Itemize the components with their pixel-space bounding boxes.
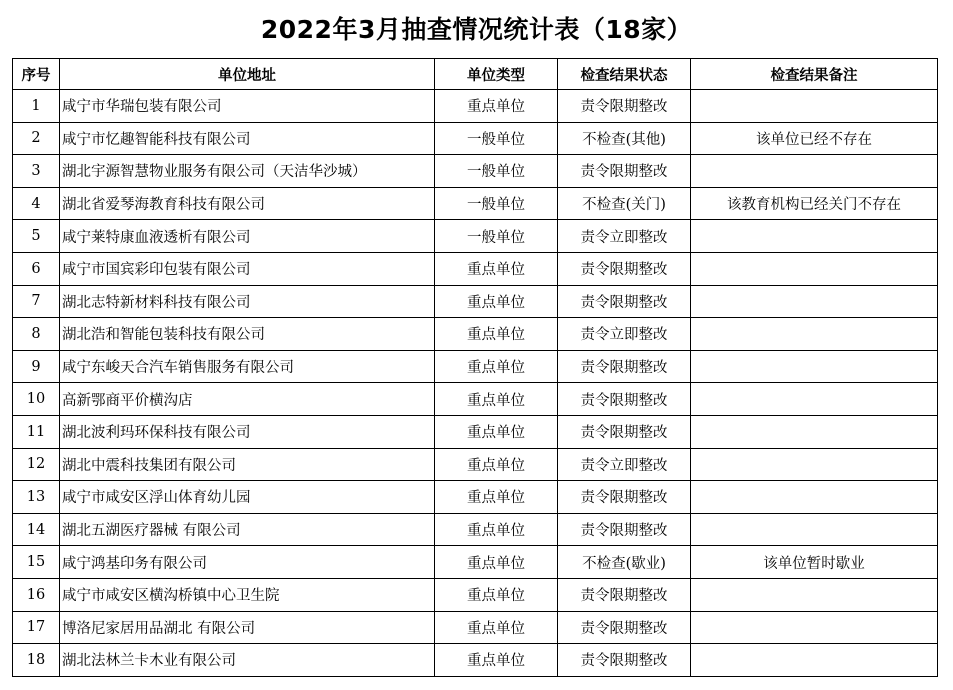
cell-seq: 6	[13, 252, 60, 285]
header-seq: 序号	[13, 59, 60, 90]
cell-name: 湖北法林兰卡木业有限公司	[60, 644, 435, 677]
cell-note	[691, 578, 938, 611]
cell-type: 一般单位	[435, 155, 558, 188]
cell-seq: 9	[13, 350, 60, 383]
cell-name: 湖北中震科技集团有限公司	[60, 448, 435, 481]
cell-seq: 5	[13, 220, 60, 253]
cell-type: 重点单位	[435, 513, 558, 546]
cell-type: 一般单位	[435, 220, 558, 253]
cell-name: 湖北省爱琴海教育科技有限公司	[60, 187, 435, 220]
cell-seq: 8	[13, 318, 60, 351]
cell-status: 责令限期整改	[558, 252, 691, 285]
table-body	[13, 90, 938, 677]
cell-seq: 10	[13, 383, 60, 416]
cell-status: 责令立即整改	[558, 448, 691, 481]
cell-note	[691, 220, 938, 253]
inspection-table	[12, 58, 938, 677]
cell-status: 责令限期整改	[558, 611, 691, 644]
cell-type: 重点单位	[435, 546, 558, 579]
cell-name: 湖北波利玛环保科技有限公司	[60, 415, 435, 448]
cell-status: 责令限期整改	[558, 513, 691, 546]
table-row	[13, 383, 938, 416]
cell-type: 重点单位	[435, 481, 558, 514]
table-row	[13, 285, 938, 318]
cell-status: 责令限期整改	[558, 415, 691, 448]
cell-seq: 1	[13, 90, 60, 123]
cell-note	[691, 481, 938, 514]
cell-note	[691, 318, 938, 351]
cell-type: 一般单位	[435, 122, 558, 155]
cell-name: 湖北志特新材料科技有限公司	[60, 285, 435, 318]
cell-status: 责令限期整改	[558, 90, 691, 123]
table-row	[13, 187, 938, 220]
cell-name: 咸宁市咸安区横沟桥镇中心卫生院	[60, 578, 435, 611]
cell-name: 咸宁市华瑞包装有限公司	[60, 90, 435, 123]
cell-seq: 4	[13, 187, 60, 220]
cell-status: 不检查(歇业)	[558, 546, 691, 579]
cell-status: 责令立即整改	[558, 220, 691, 253]
cell-note	[691, 285, 938, 318]
cell-note	[691, 513, 938, 546]
table-row	[13, 644, 938, 677]
cell-status: 责令限期整改	[558, 285, 691, 318]
cell-note	[691, 415, 938, 448]
cell-status: 责令立即整改	[558, 318, 691, 351]
cell-type: 重点单位	[435, 383, 558, 416]
cell-status: 不检查(关门)	[558, 187, 691, 220]
table-row	[13, 155, 938, 188]
table-row	[13, 546, 938, 579]
cell-name: 湖北浩和智能包装科技有限公司	[60, 318, 435, 351]
cell-seq: 12	[13, 448, 60, 481]
table-row	[13, 415, 938, 448]
cell-seq: 16	[13, 578, 60, 611]
cell-note	[691, 383, 938, 416]
cell-status: 责令限期整改	[558, 481, 691, 514]
header-status: 检查结果状态	[558, 59, 691, 90]
cell-type: 重点单位	[435, 90, 558, 123]
cell-note: 该单位已经不存在	[691, 122, 938, 155]
table-header-row	[13, 59, 938, 90]
cell-status: 责令限期整改	[558, 578, 691, 611]
table-row	[13, 350, 938, 383]
header-type: 单位类型	[435, 59, 558, 90]
cell-note	[691, 611, 938, 644]
cell-status: 责令限期整改	[558, 644, 691, 677]
table-row	[13, 252, 938, 285]
cell-note	[691, 644, 938, 677]
cell-name: 咸宁市咸安区浮山体育幼儿园	[60, 481, 435, 514]
header-name: 单位地址	[60, 59, 435, 90]
cell-type: 重点单位	[435, 350, 558, 383]
table-row	[13, 513, 938, 546]
cell-name: 湖北宇源智慧物业服务有限公司（天洁华沙城）	[60, 155, 435, 188]
cell-seq: 11	[13, 415, 60, 448]
cell-status: 责令限期整改	[558, 350, 691, 383]
cell-name: 咸宁鸿基印务有限公司	[60, 546, 435, 579]
cell-type: 重点单位	[435, 644, 558, 677]
page-title: 2022年3月抽查情况统计表（18家）	[260, 15, 693, 44]
cell-type: 重点单位	[435, 611, 558, 644]
cell-status: 责令限期整改	[558, 383, 691, 416]
cell-type: 重点单位	[435, 578, 558, 611]
cell-seq: 18	[13, 644, 60, 677]
cell-type: 重点单位	[435, 415, 558, 448]
table-row	[13, 611, 938, 644]
cell-type: 一般单位	[435, 187, 558, 220]
cell-name: 咸宁市国宾彩印包装有限公司	[60, 252, 435, 285]
cell-seq: 14	[13, 513, 60, 546]
cell-note	[691, 155, 938, 188]
cell-seq: 15	[13, 546, 60, 579]
cell-name: 湖北五湖医疗器械 有限公司	[60, 513, 435, 546]
cell-name: 咸宁东峻天合汽车销售服务有限公司	[60, 350, 435, 383]
table-row	[13, 122, 938, 155]
cell-seq: 7	[13, 285, 60, 318]
table-row	[13, 578, 938, 611]
cell-status: 不检查(其他)	[558, 122, 691, 155]
table-row	[13, 90, 938, 123]
cell-seq: 3	[13, 155, 60, 188]
cell-seq: 13	[13, 481, 60, 514]
cell-note	[691, 252, 938, 285]
header-note: 检查结果备注	[691, 59, 938, 90]
cell-name: 咸宁莱特康血液透析有限公司	[60, 220, 435, 253]
table-row	[13, 448, 938, 481]
cell-note	[691, 90, 938, 123]
cell-seq: 2	[13, 122, 60, 155]
cell-name: 咸宁市忆趣智能科技有限公司	[60, 122, 435, 155]
table-row	[13, 220, 938, 253]
cell-type: 重点单位	[435, 285, 558, 318]
cell-type: 重点单位	[435, 318, 558, 351]
cell-note: 该教育机构已经关门不存在	[691, 187, 938, 220]
cell-type: 重点单位	[435, 252, 558, 285]
cell-status: 责令限期整改	[558, 155, 691, 188]
cell-name: 高新鄂商平价横沟店	[60, 383, 435, 416]
cell-type: 重点单位	[435, 448, 558, 481]
cell-seq: 17	[13, 611, 60, 644]
cell-note: 该单位暂时歇业	[691, 546, 938, 579]
cell-note	[691, 448, 938, 481]
cell-name: 博洛尼家居用品湖北 有限公司	[60, 611, 435, 644]
table-row	[13, 318, 938, 351]
cell-note	[691, 350, 938, 383]
table-row	[13, 481, 938, 514]
